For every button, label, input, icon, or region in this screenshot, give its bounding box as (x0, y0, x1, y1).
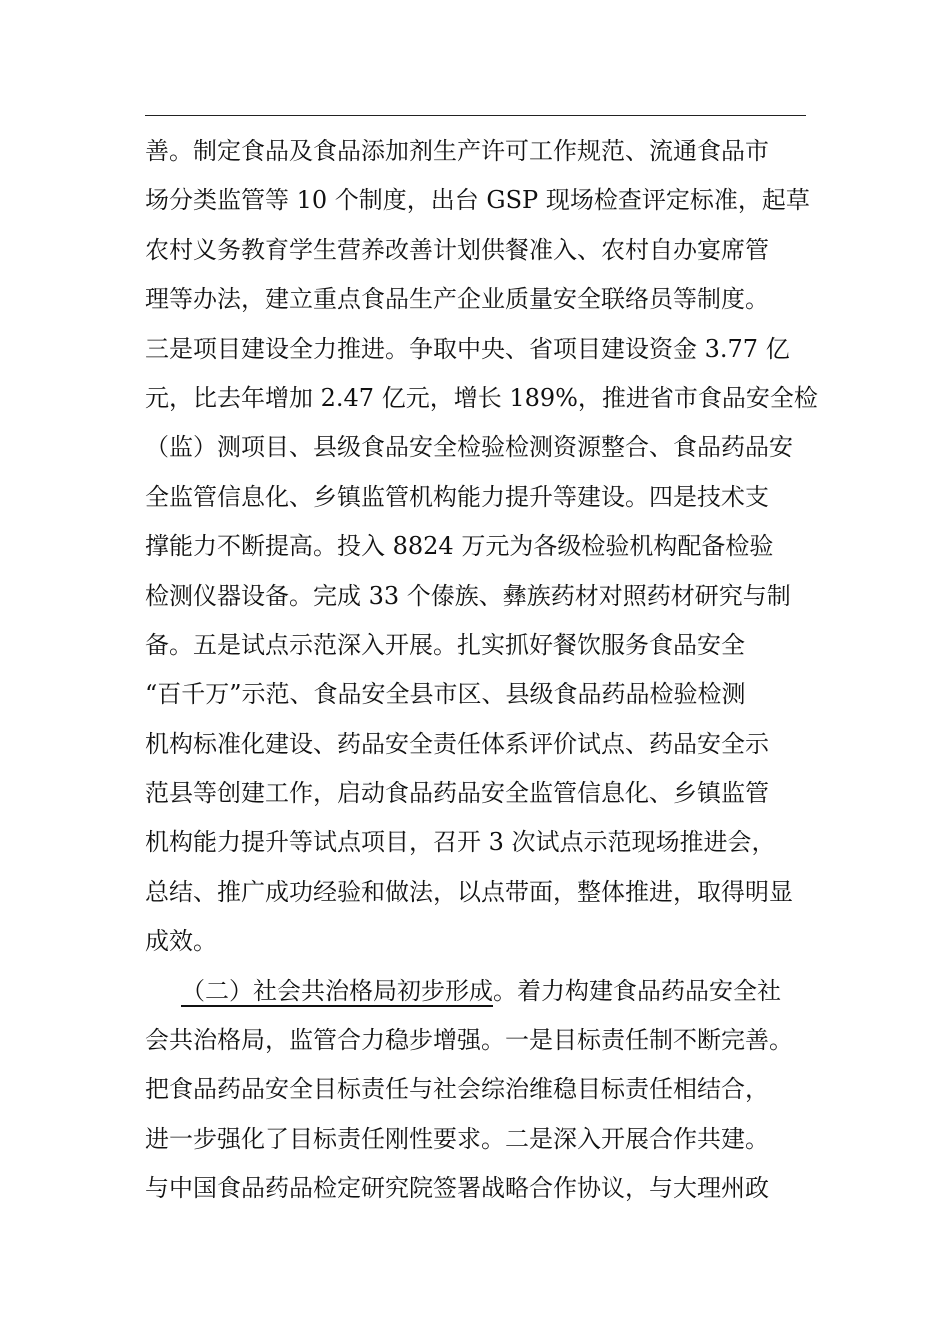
text-line: 元，比去年增加 2.47 亿元，增长 189%，推进省市食品安全检 (145, 383, 818, 412)
text-line: 农村义务教育学生营养改善计划供餐准入、农村自办宴席管 (145, 235, 769, 264)
text-line: 全监管信息化、乡镇监管机构能力提升等建设。四是技术支 (145, 482, 769, 511)
text-line: “百千万”示范、食品安全县市区、县级食品药品检验检测 (145, 680, 746, 709)
text-line: 撑能力不断提高。投入 8824 万元为各级检验机构配备检验 (145, 532, 774, 561)
text-line: 善。制定食品及食品添加剂生产许可工作规范、流通食品市 (145, 137, 769, 165)
section-heading: （二）社会共治格局初步形成 (181, 976, 493, 1005)
paragraph-2-first-line (145, 967, 825, 1016)
text-line: （监）测项目、县级食品安全检验检测资源整合、食品药品安 (145, 433, 793, 462)
text-line: 理等办法，建立重点食品生产企业质量安全联络员等制度。 (145, 285, 769, 314)
text-line: 备。五是试点示范深入开展。扎实抓好餐饮服务食品安全 (145, 630, 745, 659)
text-line: 成效。 (145, 927, 217, 956)
text-line: 把食品药品安全目标责任与社会综治维稳目标责任相结合， (145, 1075, 769, 1104)
text-line: 会共治格局，监管合力稳步增强。一是目标责任制不断完善。 (145, 1026, 793, 1055)
text-line: 场分类监管等 10 个制度，出台 GSP 现场检查评定标准，起草 (145, 186, 810, 215)
text-line: 三是项目建设全力推进。争取中央、省项目建设资金 3.77 亿 (145, 334, 790, 363)
text-line: 机构能力提升等试点项目，召开 3 次试点示范现场推进会， (145, 828, 776, 857)
text-line: 检测仪器设备。完成 33 个傣族、彝族药材对照药材研究与制 (145, 581, 791, 610)
body-text (145, 127, 825, 1214)
text-line: 总结、推广成功经验和做法，以点带面，整体推进，取得明显 (145, 877, 793, 906)
text-line: 机构标准化建设、药品安全责任体系评价试点、药品安全示 (145, 729, 769, 758)
text-line: 与中国食品药品检定研究院签署战略合作协议，与大理州政 (145, 1174, 769, 1203)
section-heading-continuation: 。着力构建食品药品安全社 (493, 976, 781, 1005)
text-line: 范县等创建工作，启动食品药品安全监管信息化、乡镇监管 (145, 779, 769, 808)
header-rule (145, 115, 806, 116)
text-line: 进一步强化了目标责任刚性要求。二是深入开展合作共建。 (145, 1124, 769, 1153)
